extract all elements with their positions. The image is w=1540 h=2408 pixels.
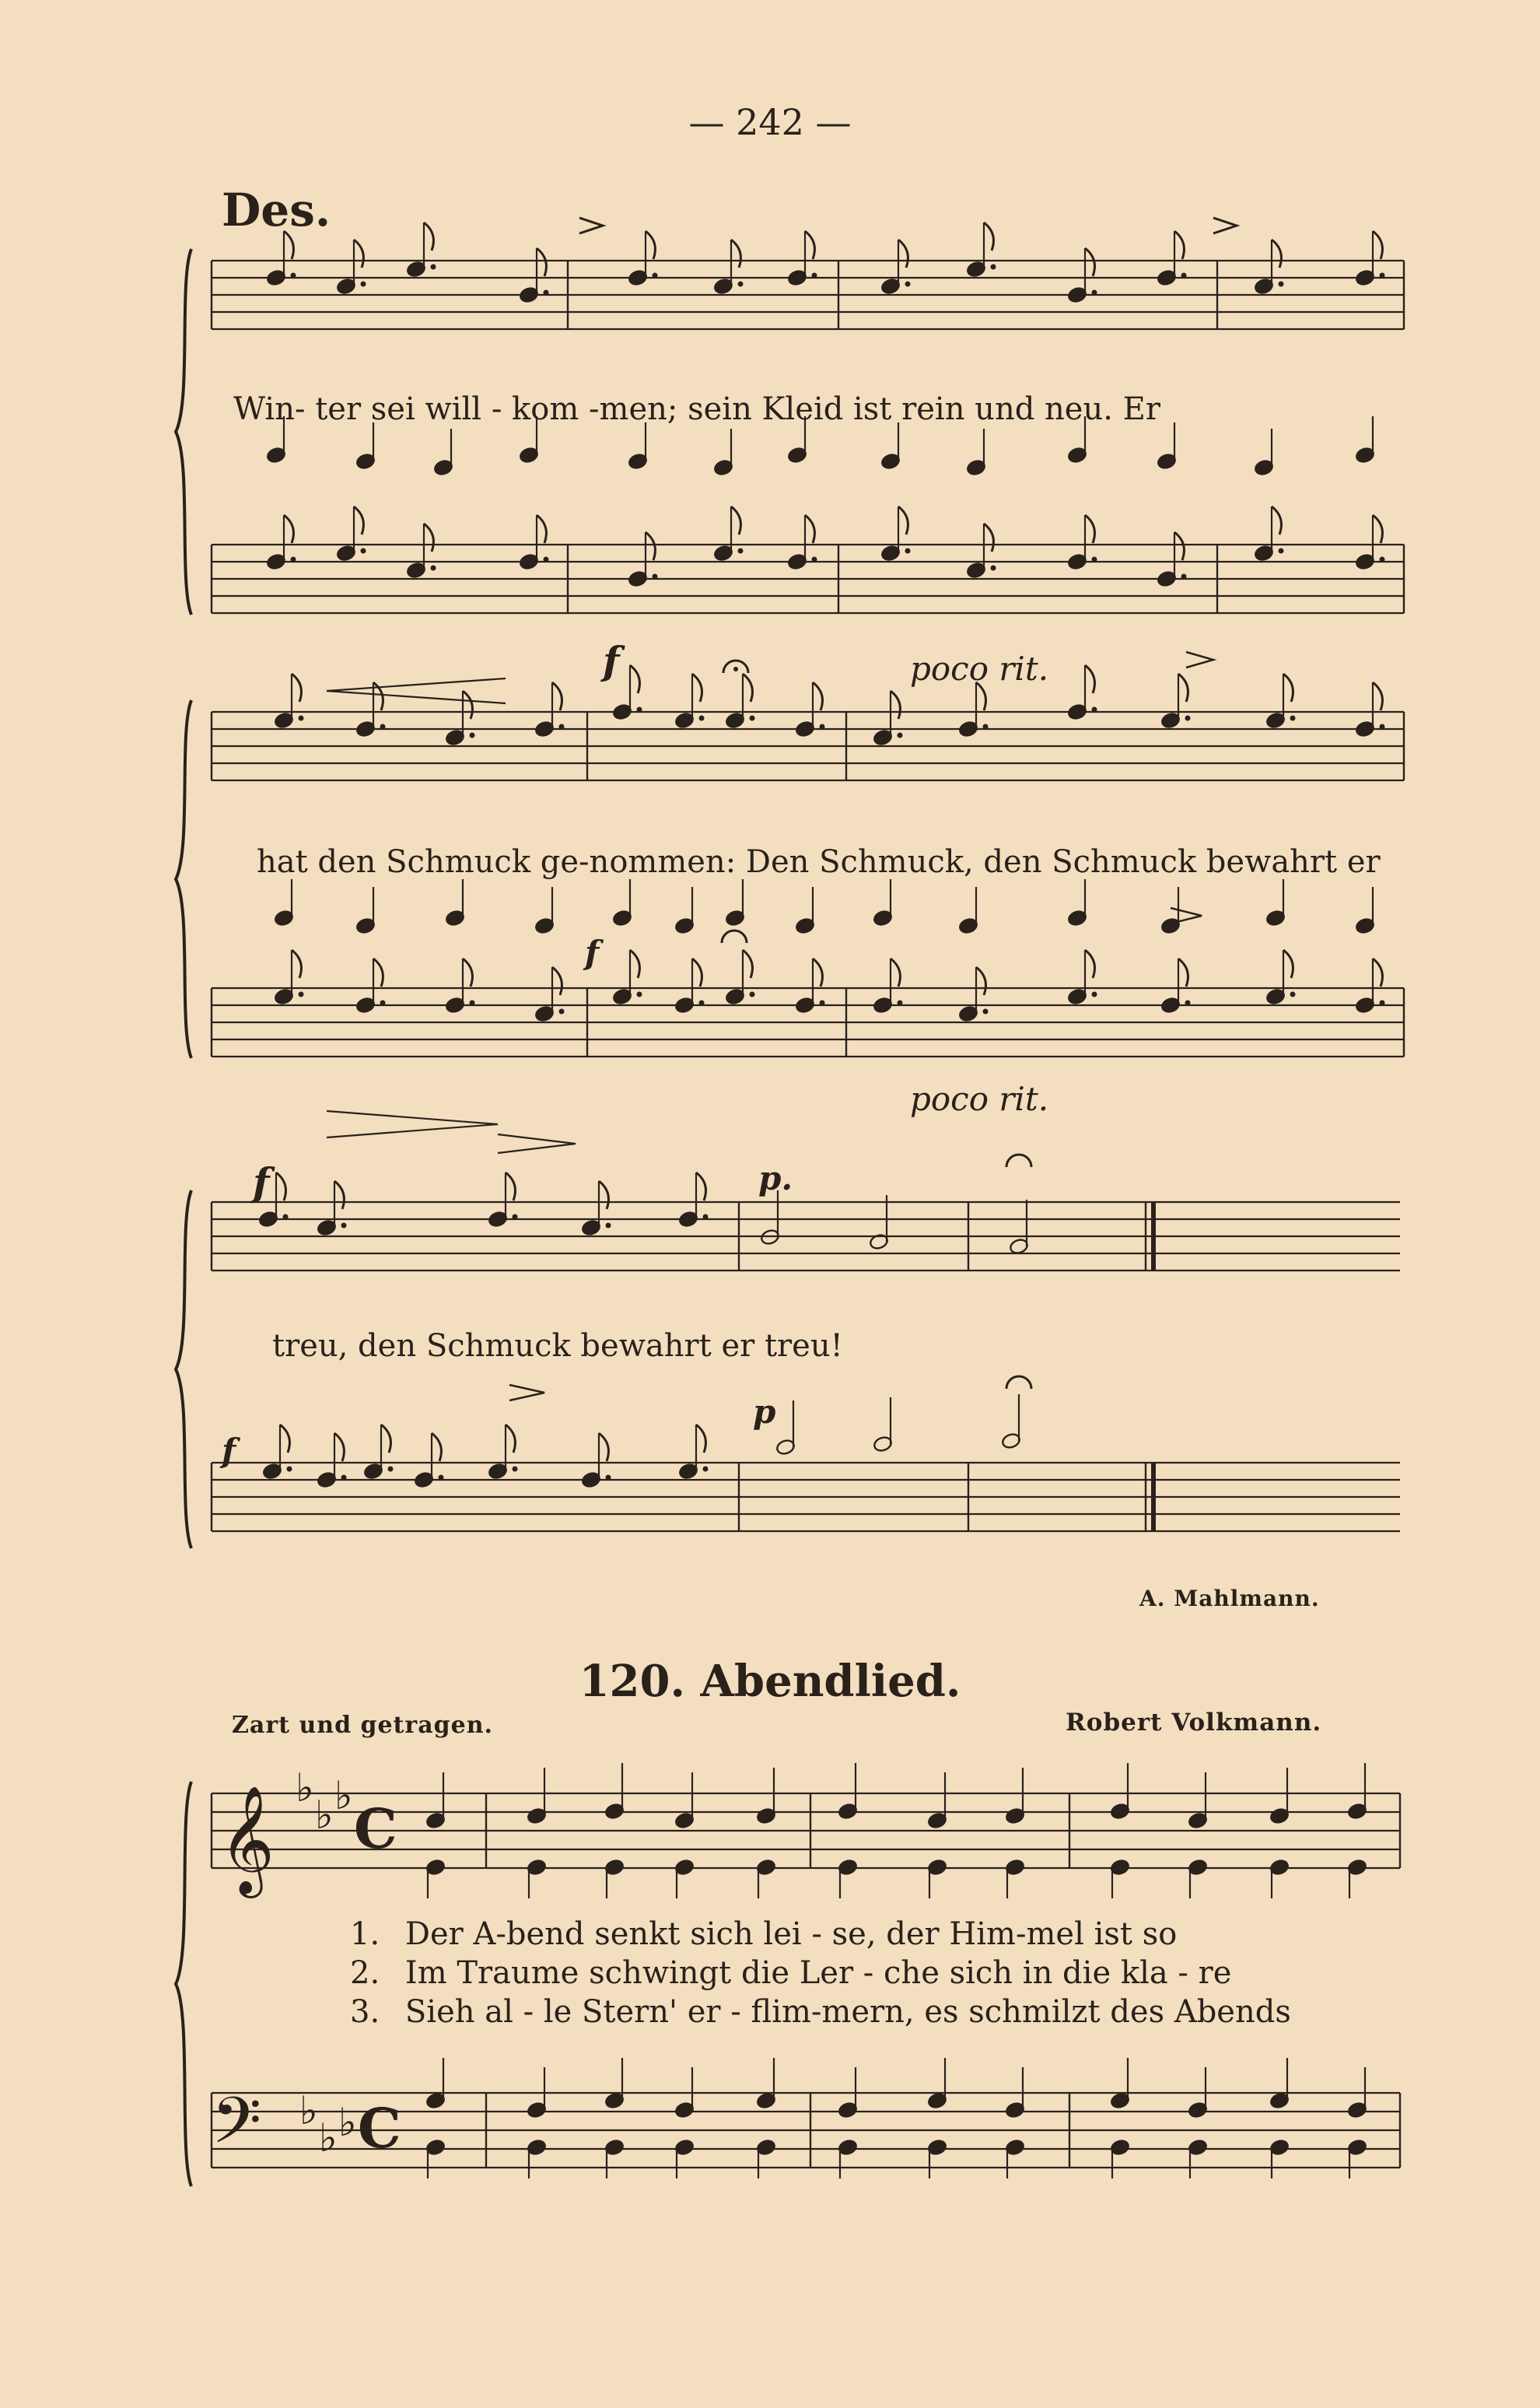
augmentation-dot: [1092, 992, 1097, 997]
note-flag: [506, 1172, 515, 1200]
note-flag: [334, 1181, 344, 1209]
note-flag: [891, 959, 900, 987]
augmentation-dot: [637, 992, 642, 997]
note-flag: [1373, 515, 1382, 543]
note-flag: [381, 1425, 390, 1453]
note-flag: [599, 1181, 608, 1209]
augmentation-dot: [1279, 549, 1284, 554]
verse-text: Im Traume schwingt die Ler - che sich in die kla - re: [404, 1955, 1232, 1991]
note-flag: [696, 1425, 705, 1453]
note-flag: [1085, 248, 1094, 276]
note-flag: [891, 691, 900, 719]
crescendo-hairpin: [327, 678, 506, 703]
augmentation-dot: [388, 1467, 394, 1472]
note-flag: [1373, 682, 1382, 710]
augmentation-dot: [820, 1001, 825, 1006]
note-flag: [646, 231, 655, 259]
lyrics-line-3: treu, den Schmuck bewahrt er treu!: [272, 1328, 843, 1364]
note-flag: [692, 674, 702, 702]
augmentation-dot: [283, 1215, 289, 1220]
augmentation-dot: [983, 1009, 989, 1015]
treble-clef-icon: 𝄞: [219, 1786, 275, 1894]
flat-icon: ♭: [319, 2115, 338, 2161]
note-flag: [1373, 959, 1382, 987]
verse-text: Sieh al - le Stern' er - flim-mern, es schmilzt des Abends: [404, 1994, 1291, 2030]
note-flag: [1272, 506, 1281, 535]
augmentation-dot: [1092, 707, 1097, 713]
dynamic-forte-3: f: [253, 1159, 270, 1205]
augmentation-dot: [637, 707, 642, 713]
augmentation-dot: [1185, 716, 1191, 721]
note-flag: [276, 1172, 285, 1200]
note-flag: [1272, 240, 1281, 268]
dynamic-piano: p.: [758, 1159, 793, 1197]
augmentation-dot: [1279, 282, 1284, 287]
note-flag: [984, 223, 993, 251]
note-flag: [284, 515, 293, 543]
augmentation-dot: [299, 716, 304, 721]
accent-mark: [509, 1385, 544, 1400]
fermata: [1006, 1376, 1031, 1389]
note-flag: [280, 1425, 289, 1453]
augmentation-dot: [559, 724, 565, 730]
augmentation-dot: [559, 1009, 565, 1015]
song-title: 120. Abendlied.: [579, 1656, 961, 1707]
note-flag: [537, 248, 546, 276]
augmentation-dot: [699, 716, 705, 721]
augmentation-dot: [361, 282, 366, 287]
lyrics-line-2: hat den Schmuck ge-nommen: Den Schmuck, den Schmuck bewahrt er: [257, 844, 1381, 880]
note-flag: [599, 1433, 608, 1461]
note-flag: [696, 1172, 705, 1200]
note-flag: [731, 506, 740, 535]
verse-number: 3.: [350, 1994, 380, 2030]
augmentation-dot: [544, 557, 549, 563]
note-flag: [813, 682, 822, 710]
fermata: [722, 931, 747, 943]
note-flag: [743, 674, 752, 702]
key-label: Des.: [222, 184, 331, 237]
note-flag: [1373, 231, 1382, 259]
augmentation-dot: [299, 992, 304, 997]
augmentation-dot: [380, 724, 386, 730]
augmentation-dot: [470, 1001, 475, 1006]
note-flag: [1178, 674, 1188, 702]
augmentation-dot: [1290, 992, 1296, 997]
note-flag: [1283, 950, 1293, 978]
augmentation-dot: [544, 290, 549, 296]
note-flag: [292, 674, 301, 702]
augmentation-dot: [1181, 574, 1187, 580]
note-flag: [424, 223, 433, 251]
note-flag: [292, 950, 301, 978]
note-flag: [1174, 532, 1184, 560]
common-time-icon: C: [358, 2096, 401, 2161]
composer-previous: A. Mahlmann.: [1139, 1586, 1320, 1611]
verse-number: 2.: [350, 1955, 380, 1991]
augmentation-dot: [738, 549, 744, 554]
system-brace: [176, 249, 191, 615]
augmentation-dot: [738, 282, 744, 287]
augmentation-dot: [820, 724, 825, 730]
note-flag: [1178, 959, 1188, 987]
note-flag: [743, 950, 752, 978]
note-flag: [630, 950, 639, 978]
augmentation-dot: [1092, 557, 1097, 563]
note-flag: [646, 532, 655, 560]
fermata: [1006, 1155, 1031, 1167]
dynamic-piano-bass: p: [753, 1393, 776, 1431]
note-flag: [1085, 515, 1094, 543]
augmentation-dot: [1380, 273, 1385, 279]
note-flag: [354, 506, 363, 535]
poco-rit-marking: poco rit.: [910, 650, 1049, 688]
accent-mark: [1213, 218, 1237, 233]
note-flag: [898, 506, 908, 535]
note-flag: [373, 959, 383, 987]
crescendo-hairpin: [327, 1111, 498, 1137]
accent-mark: [579, 218, 603, 233]
augmentation-dot: [431, 566, 436, 571]
note-flag: [813, 959, 822, 987]
system-brace: [176, 1782, 191, 2186]
page-number: — 242 —: [688, 101, 852, 143]
tempo-marking: Zart und getragen.: [232, 1712, 493, 1739]
note-flag: [984, 524, 993, 552]
note-flag: [1085, 665, 1094, 693]
note-flag: [334, 1433, 344, 1461]
augmentation-dot: [750, 716, 755, 721]
augmentation-dot: [653, 273, 658, 279]
augmentation-dot: [898, 1001, 903, 1006]
augmentation-dot: [606, 1475, 611, 1481]
flat-icon: ♭: [315, 1793, 334, 1838]
augmentation-dot: [905, 282, 911, 287]
system-brace: [176, 700, 191, 1058]
augmentation-dot: [287, 1467, 292, 1472]
note-flag: [354, 240, 363, 268]
augmentation-dot: [361, 549, 366, 554]
note-flag: [463, 691, 472, 719]
augmentation-dot: [703, 1467, 709, 1472]
note-flag: [552, 682, 562, 710]
note-flag: [552, 967, 562, 995]
augmentation-dot: [905, 549, 911, 554]
flat-icon: ♭: [338, 2100, 357, 2145]
dynamic-forte: f: [603, 638, 620, 684]
note-flag: [630, 665, 639, 693]
augmentation-dot: [513, 1215, 518, 1220]
note-flag: [506, 1425, 515, 1453]
verse-number: 1.: [350, 1916, 380, 1952]
lyrics-line-1: Win- ter sei will - kom -men; sein Kleid ist rein und neu. Er: [233, 391, 1160, 427]
augmentation-dot: [1290, 716, 1296, 721]
note-flag: [731, 240, 740, 268]
augmentation-dot: [991, 265, 996, 270]
poco-rit-marking-bass: poco rit.: [910, 1080, 1049, 1118]
verse-1: [350, 1916, 1177, 1952]
augmentation-dot: [1380, 1001, 1385, 1006]
augmentation-dot: [1092, 290, 1097, 296]
augmentation-dot: [439, 1475, 444, 1481]
fermata-dot: [733, 667, 738, 671]
note-flag: [805, 515, 814, 543]
augmentation-dot: [431, 265, 436, 270]
augmentation-dot: [380, 1001, 386, 1006]
note-flag: [976, 967, 985, 995]
augmentation-dot: [703, 1215, 709, 1220]
augmentation-dot: [812, 557, 817, 563]
system-brace: [176, 1190, 191, 1548]
verse-2: [350, 1955, 1231, 1991]
accent-mark: [1186, 652, 1213, 668]
augmentation-dot: [341, 1223, 347, 1229]
augmentation-dot: [291, 273, 296, 279]
flat-icon: ♭: [299, 2088, 318, 2133]
augmentation-dot: [653, 574, 658, 580]
verse-text: Der A-bend senkt sich lei - se, der Him-mel ist so: [404, 1916, 1178, 1952]
augmentation-dot: [606, 1223, 611, 1229]
note-flag: [898, 240, 908, 268]
augmentation-dot: [341, 1475, 347, 1481]
common-time-icon: C: [354, 1796, 397, 1861]
augmentation-dot: [1380, 557, 1385, 563]
augmentation-dot: [898, 733, 903, 738]
flat-icon: ♭: [296, 1765, 314, 1810]
augmentation-dot: [1185, 1001, 1191, 1006]
note-flag: [432, 1433, 441, 1461]
note-flag: [463, 959, 472, 987]
note-flag: [1283, 674, 1293, 702]
flat-icon: ♭: [334, 1773, 353, 1818]
augmentation-dot: [470, 733, 475, 738]
augmentation-dot: [291, 557, 296, 563]
note-flag: [537, 515, 546, 543]
augmentation-dot: [513, 1467, 518, 1472]
augmentation-dot: [812, 273, 817, 279]
bass-clef-icon: 𝄢: [212, 2083, 262, 2174]
augmentation-dot: [699, 1001, 705, 1006]
decrescendo-hairpin: [498, 1134, 576, 1153]
augmentation-dot: [1380, 724, 1385, 730]
note-flag: [692, 959, 702, 987]
song-composer: Robert Volkmann.: [1066, 1709, 1322, 1737]
verse-3: [350, 1994, 1291, 2030]
dynamic-forte-bass: f: [585, 934, 600, 972]
dynamic-forte-3-bass: f: [222, 1432, 236, 1470]
augmentation-dot: [991, 566, 996, 571]
note-flag: [1174, 231, 1184, 259]
augmentation-dot: [1181, 273, 1187, 279]
note-flag: [1085, 950, 1094, 978]
note-flag: [424, 524, 433, 552]
augmentation-dot: [750, 992, 755, 997]
note-flag: [805, 231, 814, 259]
augmentation-dot: [983, 724, 989, 730]
